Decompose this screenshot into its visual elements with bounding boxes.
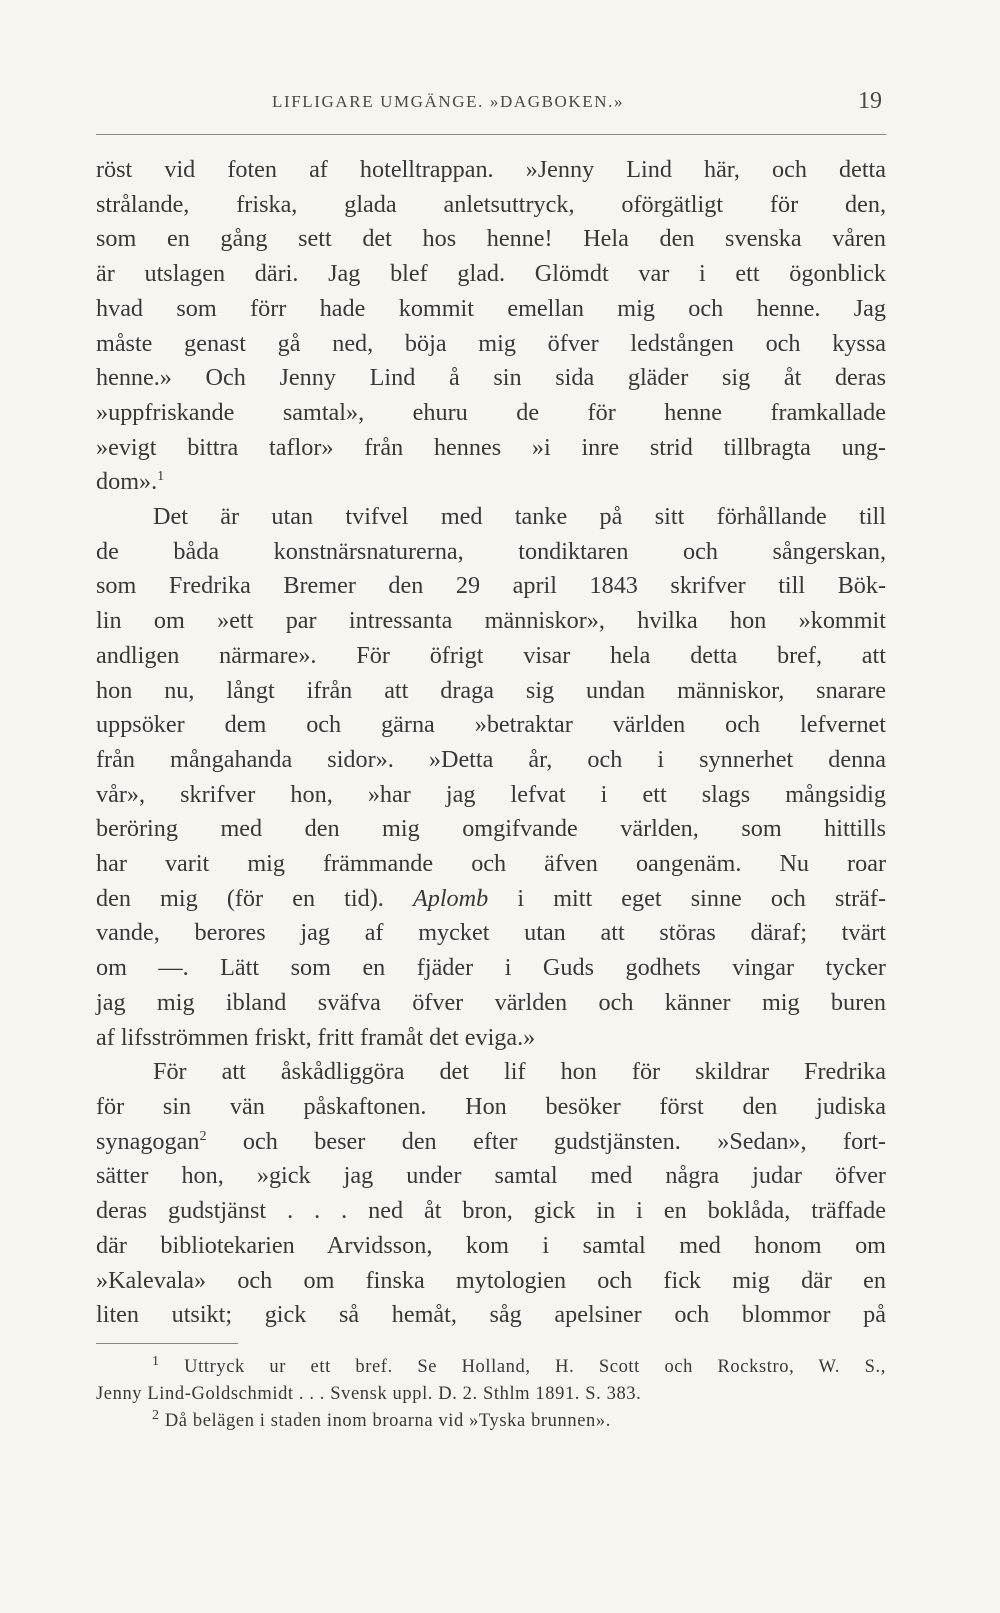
text-line: jag mig ibland sväfva öfver världen och känner mig buren [96, 988, 886, 1016]
running-title: LIFLIGARE UMGÄNGE. »DAGBOKEN.» [272, 92, 625, 111]
text-line: vår», skrifver hon, »har jag lefvat i ett slags mångsidig [96, 780, 886, 808]
book-page [96, 88, 886, 1435]
footnote-1 [96, 1354, 886, 1381]
header-rule [96, 134, 886, 135]
text-line: Det är utan tvifvel med tanke på sitt förhållande till [153, 503, 886, 531]
text-fragment: dom». [96, 468, 158, 496]
footnote-ref: 2 [199, 1128, 207, 1144]
text-line: uppsöker dem och gärna »betraktar världen och lefvernet [96, 711, 886, 739]
text-line: är utslagen däri. Jag blef glad. Glömdt var i ett ögonblick [96, 260, 886, 288]
text-line: sätter hon, »gick jag under samtal med några judar öfver [96, 1162, 886, 1190]
text-line [96, 882, 886, 917]
text-line: måste genast gå ned, böja mig öfver ledstången och kyssa [96, 329, 886, 357]
paragraph-3 [96, 1055, 886, 1333]
text-line: de båda konstnärsnaturerna, tondiktaren och sångerskan, [96, 537, 886, 565]
footnote-marker: 1 [152, 1353, 160, 1369]
text-line: henne.» Och Jenny Lind å sin sida gläder sig åt deras [96, 364, 886, 392]
text-line: strålande, friska, glada anletsuttryck, oförgätligt för den, [96, 190, 886, 218]
text-line: hvad som förr hade kommit emellan mig och henne. Jag [96, 294, 886, 322]
text-line: för sin vän påskaftonen. Hon besöker först den judiska [96, 1092, 886, 1120]
text-line: lin om »ett par intressanta människor», hvilka hon »kommit [96, 607, 886, 635]
text-fragment: i mitt eget sinne och sträf- [517, 884, 887, 912]
footnotes [96, 1354, 886, 1435]
text-line: har varit mig främmande och äfven oangenäm. Nu roar [96, 850, 886, 878]
text-line: beröring med den mig omgifvande världen, som hittills [96, 815, 886, 843]
paragraph-2 [96, 500, 886, 1055]
text-fragment: synagogan [96, 1127, 200, 1155]
text-line: andligen närmare». För öfrigt visar hela detta bref, att [96, 641, 886, 669]
footnote-text: Då belägen i staden inom broarna vid »Tyska brunnen». [164, 1410, 611, 1431]
footnote-ref: 1 [157, 469, 165, 485]
running-head [96, 88, 886, 126]
italic-word: Aplomb [412, 884, 489, 912]
text-line: röst vid foten af hotelltrappan. »Jenny Lind här, och detta [96, 156, 886, 183]
text-line: »evigt bittra taflor» från hennes »i inre strid tillbragta ung- [96, 433, 886, 461]
text-line: deras gudstjänst . . . ned åt bron, gick in i en boklåda, träffade [96, 1197, 886, 1225]
paragraph-1 [96, 153, 886, 500]
text-line [96, 1125, 886, 1160]
text-line: som en gång sett det hos henne! Hela den svenska våren [96, 225, 886, 253]
footnote-2 [96, 1408, 886, 1435]
text-line: För att åskådliggöra det lif hon för skildrar Fredrika [153, 1058, 886, 1086]
text-line: af lifsströmmen friskt, fritt framåt det eviga.» [96, 1023, 536, 1051]
text-line: vande, berores jag af mycket utan att störas däraf; tvärt [96, 919, 886, 947]
text-line: från mångahanda sidor». »Detta år, och i synnerhet denna [96, 745, 886, 773]
text-line: »Kalevala» och om finska mytologien och fick mig där en [96, 1266, 886, 1294]
text-fragment: den mig (för en tid). [96, 884, 384, 912]
footnote-text: Uttryck ur ett bref. Se Holland, H. Scott och Rockstro, W. S., [184, 1356, 886, 1377]
text-line: liten utsikt; gick så hemåt, såg apelsiner och blommor på [96, 1301, 886, 1329]
text-line: som Fredrika Bremer den 29 april 1843 skrifver till Bök- [96, 572, 886, 600]
text-line: där bibliotekarien Arvidsson, kom i samtal med honom om [96, 1231, 886, 1259]
footnote-rule [96, 1343, 238, 1344]
text-fragment: och beser den efter gudstjänsten. »Sedan», fort- [242, 1127, 886, 1155]
text-line: om —. Lätt som en fjäder i Guds godhets vingar tycker [96, 954, 886, 982]
main-text [96, 153, 886, 1333]
footnote-marker: 2 [152, 1407, 160, 1423]
footnote-1-continued: Jenny Lind-Goldschmidt . . . Svensk uppl. D. 2. Sthlm 1891. S. 383. [96, 1383, 642, 1404]
text-line: »uppfriskande samtal», ehuru de för henne framkallade [96, 398, 886, 426]
text-line [96, 465, 886, 500]
page-number: 19 [858, 88, 882, 114]
text-line: hon nu, långt ifrån att draga sig undan människor, snarare [96, 676, 886, 704]
